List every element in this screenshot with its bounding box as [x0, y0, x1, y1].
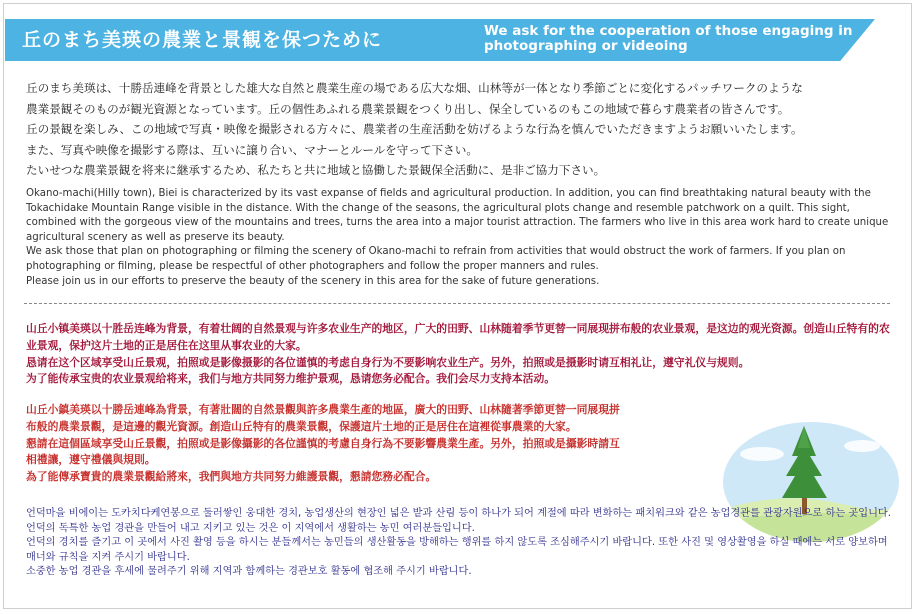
zh-t-paragraph: 為了能傳承寶貴的農業景觀給將來，我們與地方共同努力維護景觀，懇請您務必配合。 [26, 470, 437, 484]
ja-line: たいせつな農業景観を将来に継承するため、私たちと共に地域と協働した景観保全活動に、是非ご協力下さい。 [26, 163, 606, 177]
zh-s-paragraph: 山丘小镇美瑛以十胜岳连峰为背景，有着壮阔的自然景观与许多农业生产的地区，广大的田野、山林随着季节更替一同展现拼布般的农业景观，是这边的观光资源。创造山丘特有的农业景观，保护这片土地的正是居住在这里从事农业的大家。 [26, 322, 890, 352]
ja-line: 農業景観そのものが観光資源となっています。丘の個性あふれる農業景観をつくり出し、保全しているのもこの地域で暮らす農業者の皆さんです。 [26, 101, 790, 116]
ko-paragraph: 언덕의 경치를 즐기고 이 곳에서 사진 촬영 등을 하시는 분들께서는 농민들의 생산활동을 방해하는 행위를 하지 않도록 조심해주시기 바랍니다. 또한 사진 및 영상촬영을 하실 때에는 서로 양보하며 매너와 규칙을 지켜 주시기 바랍니다. [26, 537, 888, 563]
ko-paragraph: 언덕마을 비에이는 도카치다케연봉으로 둘러쌓인 웅대한 경치, 농업생산의 현장인 넓은 밭과 산림 등이 하나가 되어 계절에 따라 변화하는 패치워크와 같은 농업경관를 관광자원으로 하는 곳입니다. 언덕의 독특한 농업 경관을 만들어 내고 지키고 있는 것은 이 지역에서 생활하는 농민 여러분들입니다. [26, 508, 892, 534]
english-section [26, 187, 896, 289]
zh-t-paragraph: 懇請在這個區域享受山丘景觀，拍照或是影像攝影的各位謹慎的考慮自身行為不要影響農業生產。另外，拍照或是攝影時請互相禮讓，遵守禮儀與規則。 [26, 436, 620, 467]
dashed-divider [24, 303, 890, 304]
banner-title-en: We ask for the cooperation of those engaging in photographing or videoing [484, 23, 853, 54]
zh-s-paragraph: 为了能传承宝贵的农业景观给将来，我们与地方共同努力维护景观，恳请您务必配合。我们会尽力支持本活动。 [26, 372, 556, 386]
en-paragraph: Please join us in our efforts to preserve the beauty of the scenery in this area for the sake of future generations. [26, 275, 600, 287]
banner-title-ja: 丘のまち美瑛の農業と景観を保つために [22, 29, 383, 51]
ja-line: また、写真や映像を撮影する際は、互いに譲り合い、マナーとルールを守って下さい。 [26, 142, 478, 157]
zh-t-paragraph: 山丘小鎮美瑛以十勝岳連峰為背景，有著壯闊的自然景觀與許多農業生產的地區，廣大的田野、山林隨著季節更替一同展現拼布般的農業景觀，是這邊的觀光資源。創造山丘特有的農業景觀，保護這片土地的正是居住在這裡從事農業的大家。 [26, 403, 620, 433]
en-paragraph: Okano-machi(Hilly town), Biei is characterized by its vast expanse of fields and agricultural production. In addition, you can find breathtaking natural beauty with the Tokachidake Mountain Range visible in the distance. With the change of the seasons, the agricultural plots change and resemble patchwork on a quilt. This sight, combined with the gorgeous view of the mountains and trees, turns the area into a major tourist attraction. The farmers who live in this area work hard to create unique agricultural scenery as well as preserve its beauty. [26, 188, 889, 243]
zh-s-paragraph: 恳请在这个区域享受山丘景观，拍照或是影像摄影的各位谨慎的考虑自身行为不要影响农业生产。另外，拍照或是摄影时请互相礼让，遵守礼仪与规则。 [26, 355, 750, 369]
ja-line: 丘の景観を楽しみ、この地域で写真・映像を撮影される方々に、農業者の生産活動を妨げるような行為を慎んでいただきますようお願いいたします。 [26, 122, 803, 136]
en-paragraph: We ask those that plan on photographing or filming the scenery of Okano-machi to refrain from activities that would obstruct the work of farmers. If you plan on photographing or filming, please be respectful of other photographers and follow the proper manners and rules. [26, 246, 846, 272]
japanese-section [26, 78, 896, 181]
chinese-traditional-section [26, 402, 626, 486]
korean-section [26, 507, 891, 580]
ko-paragraph: 소중한 농업 경관을 후세에 물려주기 위해 지역과 함께하는 경관보호 활동에 협조해 주시기 바랍니다. [26, 566, 472, 578]
ja-line: 丘のまち美瑛は、十勝岳連峰を背景とした雄大な自然と農業生産の場である広大な畑、山林等が一体となり季節ごとに変化するパッチワークのような [26, 81, 803, 95]
chinese-simplified-section [26, 321, 891, 388]
